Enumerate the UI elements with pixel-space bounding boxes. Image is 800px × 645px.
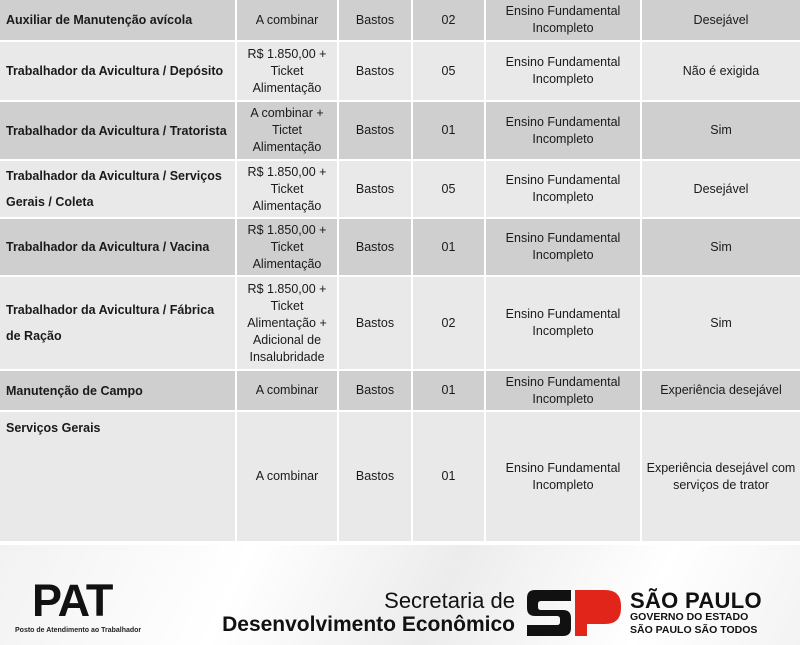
job-education: Ensino Fundamental Incompleto <box>486 0 642 42</box>
table-row <box>0 219 800 277</box>
job-title: Trabalhador da Avicultura / Fábrica de Ração <box>0 277 237 371</box>
job-vacancies: 02 <box>413 277 486 371</box>
table-row <box>0 371 800 412</box>
job-education: Ensino Fundamental Incompleto <box>486 371 642 412</box>
job-education: Ensino Fundamental Incompleto <box>486 102 642 161</box>
job-education: Ensino Fundamental Incompleto <box>486 161 642 219</box>
job-title: Serviços Gerais <box>0 412 237 543</box>
job-vacancies: 05 <box>413 42 486 102</box>
job-city: Bastos <box>339 219 413 277</box>
job-city: Bastos <box>339 371 413 412</box>
slogan-label: SÃO PAULO SÃO TODOS <box>630 624 758 636</box>
job-city: Bastos <box>339 161 413 219</box>
job-salary: A combinar <box>237 0 339 42</box>
job-title: Auxiliar de Manutenção avícola <box>0 0 237 42</box>
job-vacancies: 05 <box>413 161 486 219</box>
table-row <box>0 42 800 102</box>
job-salary: A combinar <box>237 412 339 543</box>
table-row <box>0 0 800 42</box>
table-row <box>0 412 800 543</box>
job-city: Bastos <box>339 277 413 371</box>
logo-p-shape <box>575 590 621 636</box>
job-experience: Não é exigida <box>642 42 800 102</box>
job-city: Bastos <box>339 42 413 102</box>
pat-subtitle: Posto de Atendimento ao Trabalhador <box>15 627 142 634</box>
pat-logo: PAT <box>32 575 113 626</box>
table-row <box>0 161 800 219</box>
job-salary: R$ 1.850,00 + Ticket Alimentação <box>237 42 339 102</box>
job-city: Bastos <box>339 102 413 161</box>
job-city: Bastos <box>339 0 413 42</box>
job-education: Ensino Fundamental Incompleto <box>486 412 642 543</box>
job-experience: Desejável <box>642 0 800 42</box>
job-experience: Desejável <box>642 161 800 219</box>
job-salary: R$ 1.850,00 + Ticket Alimentação + Adicional de Insalubridade <box>237 277 339 371</box>
logo-s-shape <box>527 590 571 636</box>
job-salary: R$ 1.850,00 + Ticket Alimentação <box>237 219 339 277</box>
job-experience: Experiência desejável <box>642 371 800 412</box>
job-salary: A combinar <box>237 371 339 412</box>
job-experience: Sim <box>642 219 800 277</box>
job-education: Ensino Fundamental Incompleto <box>486 277 642 371</box>
job-experience: Experiência desejável com serviços de trator <box>642 412 800 543</box>
job-title: Trabalhador da Avicultura / Vacina <box>0 219 237 277</box>
secretaria-title: Secretaria de <box>384 588 515 613</box>
job-experience: Sim <box>642 102 800 161</box>
sao-paulo-logo-icon <box>527 590 621 636</box>
job-title: Trabalhador da Avicultura / Serviços Gerais / Coleta <box>0 161 237 219</box>
job-education: Ensino Fundamental Incompleto <box>486 219 642 277</box>
job-vacancies: 02 <box>413 0 486 42</box>
job-experience: Sim <box>642 277 800 371</box>
secretaria-subtitle: Desenvolvimento Econômico <box>222 613 515 636</box>
job-title: Trabalhador da Avicultura / Tratorista <box>0 102 237 161</box>
job-vacancies: 01 <box>413 412 486 543</box>
footer-banner <box>0 545 800 645</box>
job-salary: A combinar + Tictet Alimentação <box>237 102 339 161</box>
table-row <box>0 102 800 161</box>
table-row <box>0 277 800 371</box>
job-title: Trabalhador da Avicultura / Depósito <box>0 42 237 102</box>
sao-paulo-title: SÃO PAULO <box>630 588 762 613</box>
job-city: Bastos <box>339 412 413 543</box>
job-vacancies: 01 <box>413 371 486 412</box>
job-title: Manutenção de Campo <box>0 371 237 412</box>
job-vacancies: 01 <box>413 102 486 161</box>
job-vacancies: 01 <box>413 219 486 277</box>
governo-label: GOVERNO DO ESTADO <box>630 611 749 623</box>
job-salary: R$ 1.850,00 + Ticket Alimentação <box>237 161 339 219</box>
job-education: Ensino Fundamental Incompleto <box>486 42 642 102</box>
